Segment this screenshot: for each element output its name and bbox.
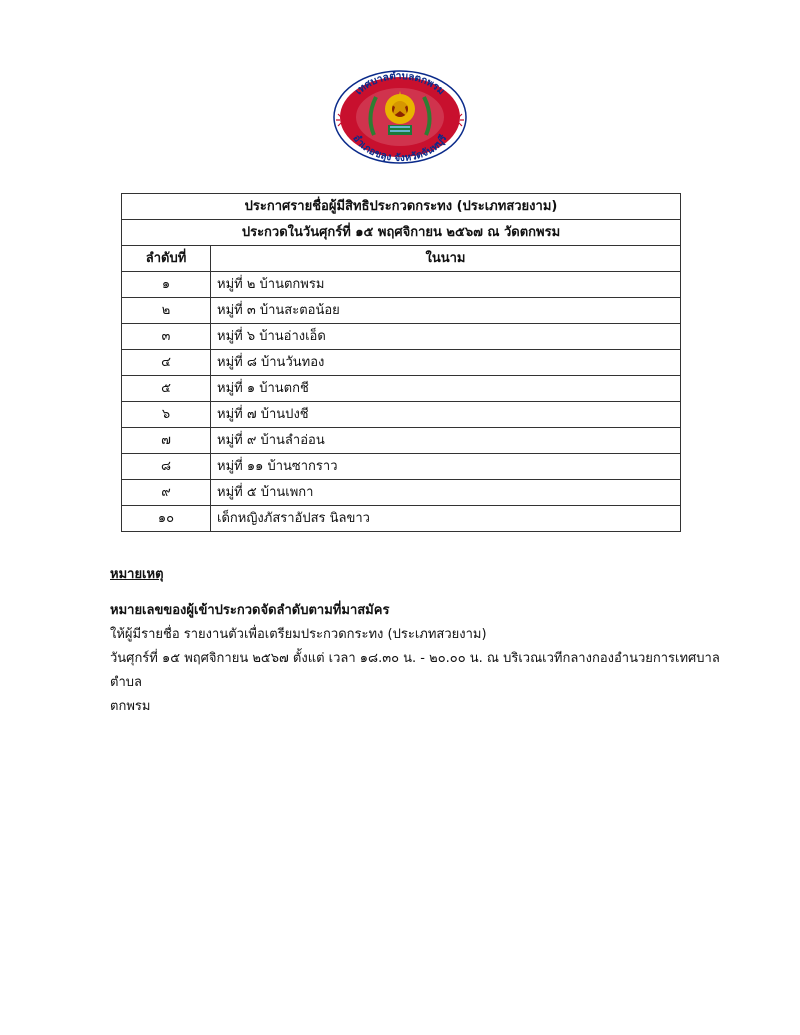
row-name: หมู่ที่ ๙ บ้านลำอ่อน bbox=[211, 428, 681, 454]
row-number: ๗ bbox=[122, 428, 211, 454]
row-name: หมู่ที่ ๘ บ้านวันทอง bbox=[211, 350, 681, 376]
table-row bbox=[122, 454, 681, 480]
row-name: หมู่ที่ ๕ บ้านเพกา bbox=[211, 480, 681, 506]
table-row bbox=[122, 298, 681, 324]
table-subtitle: ประกวดในวันศุกร์ที่ ๑๕ พฤศจิกายน ๒๕๖๗ ณ วัดตกพรม bbox=[122, 220, 681, 246]
row-number: ๕ bbox=[122, 376, 211, 402]
table-row bbox=[122, 506, 681, 532]
row-number: ๙ bbox=[122, 480, 211, 506]
notes-label: หมายเหตุ bbox=[110, 567, 164, 582]
sunburst-icon bbox=[336, 112, 352, 128]
table-title: ประกาศรายชื่อผู้มีสิทธิประกวดกระทง (ประเภทสวยงาม) bbox=[122, 194, 681, 220]
row-number: ๓ bbox=[122, 324, 211, 350]
row-name: หมู่ที่ ๗ บ้านปงชี bbox=[211, 402, 681, 428]
table-row bbox=[122, 428, 681, 454]
row-number: ๖ bbox=[122, 402, 211, 428]
table-subtitle-row bbox=[122, 220, 681, 246]
row-name: หมู่ที่ ๑๑ บ้านซากราว bbox=[211, 454, 681, 480]
logo-bottom-text: อำเภอขลุง จังหวัดจันทบุรี bbox=[350, 132, 450, 165]
table-row bbox=[122, 350, 681, 376]
row-name: หมู่ที่ ๓ บ้านสะตอน้อย bbox=[211, 298, 681, 324]
table-title-row bbox=[122, 194, 681, 220]
table-row bbox=[122, 480, 681, 506]
notes-section bbox=[110, 563, 730, 719]
row-number: ๒ bbox=[122, 298, 211, 324]
notes-instruction-line: ให้ผู้มีรายชื่อ รายงานตัวเพื่อเตรียมประกวดกระทง (ประเภทสวยงาม) bbox=[110, 627, 487, 642]
column-header-number: ลำดับที่ bbox=[122, 246, 211, 272]
table-header-row bbox=[122, 246, 681, 272]
table-row bbox=[122, 272, 681, 298]
notes-ordering-note: หมายเลขของผู้เข้าประกวดจัดลำดับตามที่มาสมัคร bbox=[110, 603, 390, 618]
row-number: ๑ bbox=[122, 272, 211, 298]
column-header-name: ในนาม bbox=[211, 246, 681, 272]
row-number: ๔ bbox=[122, 350, 211, 376]
table-row bbox=[122, 402, 681, 428]
row-name: หมู่ที่ ๑ บ้านตกชี bbox=[211, 376, 681, 402]
sunburst-icon bbox=[448, 112, 464, 128]
contestants-table bbox=[121, 193, 681, 532]
notes-location-line: ตกพรม bbox=[110, 699, 151, 714]
row-number: ๑๐ bbox=[122, 506, 211, 532]
row-name: หมู่ที่ ๖ บ้านอ่างเอ็ด bbox=[211, 324, 681, 350]
notes-datetime-line: วันศุกร์ที่ ๑๕ พฤศจิกายน ๒๕๖๗ ตั้งแต่ เวลา ๑๘.๓๐ น. - ๒๐.๐๐ น. ณ บริเวณเวทีกลางกองอำนวยการเทศบาลตำบล bbox=[110, 651, 720, 690]
row-number: ๘ bbox=[122, 454, 211, 480]
table-row bbox=[122, 324, 681, 350]
logo-top-text: เทศบาลตำบลตกพรม bbox=[353, 70, 447, 98]
table-row bbox=[122, 376, 681, 402]
row-name: เด็กหญิงภัสราอัปสร นิลขาว bbox=[211, 506, 681, 532]
row-name: หมู่ที่ ๒ บ้านตกพรม bbox=[211, 272, 681, 298]
